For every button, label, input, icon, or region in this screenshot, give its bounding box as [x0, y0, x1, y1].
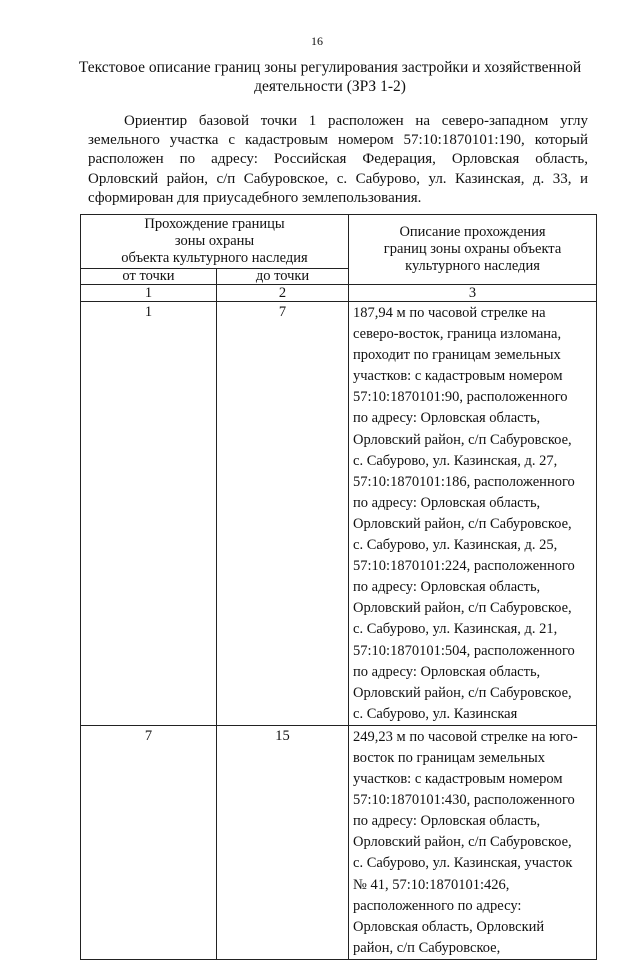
intro-line: Орловский район, с/п Сабуровское, с. Сабурово, ул. Казинская, д. 33, и [88, 170, 588, 187]
header-boundary-passage: Прохождение границы зоны охраны объекта культурного наследия [81, 215, 349, 269]
column-number: 1 [81, 285, 217, 302]
from-point-cell: 1 [81, 302, 217, 726]
description-cell: 249,23 м по часовой стрелке на юго- восток по границам земельных участков: с кадастровым номером 57:10:1870101:430, расположенного по адресу: Орловская область, Орловский район, с/п Сабуровское, с. Сабурово, ул. Казинская, участок № 41, 57:10:1870101:426, расположенного по адресу: Орловская область, Орловский район, с/п Сабуровское, [349, 725, 597, 959]
description-cell: 187,94 м по часовой стрелке на северо-восток, граница изломана, проходит по границам земельных участков: с кадастровым номером 57:10:1870101:90, расположенного по адресу: Орловская область, Орловский район, с/п Сабуровское, с. Сабурово, ул. Казинская, д. 27, 57:10:1870101:186, расположенного по адресу: Орловская область, Орловский район, с/п Сабуровское, с. Сабурово, ул. Казинская, д. 25, 57:10:1870101:224, расположенного по адресу: Орловская область, Орловский район, с/п Сабуровское, с. Сабурово, ул. Казинская, д. 21, 57:10:1870101:504, расположенного по адресу: Орловская область, Орловский район, с/п Сабуровское, с. Сабурово, ул. Казинская [349, 302, 597, 726]
to-point-cell: 15 [217, 725, 349, 959]
title-line-1: Текстовое описание границ зоны регулирования застройки и хозяйственной [78, 59, 582, 76]
intro-line: расположен по адресу: Российская Федерация, Орловская область, [88, 151, 588, 168]
column-number: 2 [217, 285, 349, 302]
header-description: Описание прохождения границ зоны охраны объекта культурного наследия [349, 215, 597, 285]
boundary-table [80, 214, 597, 960]
title-line-2: деятельности (ЗРЗ 1-2) [254, 78, 406, 95]
to-point-cell: 7 [217, 302, 349, 726]
header-to-point: до точки [217, 269, 349, 285]
intro-paragraph [88, 112, 588, 208]
document-title [60, 58, 600, 96]
intro-line: земельного участка с кадастровым номером 57:10:1870101:190, который [88, 132, 588, 149]
intro-line: Ориентир базовой точки 1 расположен на северо-западном углу [124, 113, 588, 129]
intro-line: сформирован для приусадебного землепользования. [88, 189, 422, 206]
from-point-cell: 7 [81, 725, 217, 959]
header-from-point: от точки [81, 269, 217, 285]
table-row [81, 302, 597, 726]
column-number: 3 [349, 285, 597, 302]
table-row [81, 725, 597, 959]
page-number: 16 [311, 34, 323, 48]
